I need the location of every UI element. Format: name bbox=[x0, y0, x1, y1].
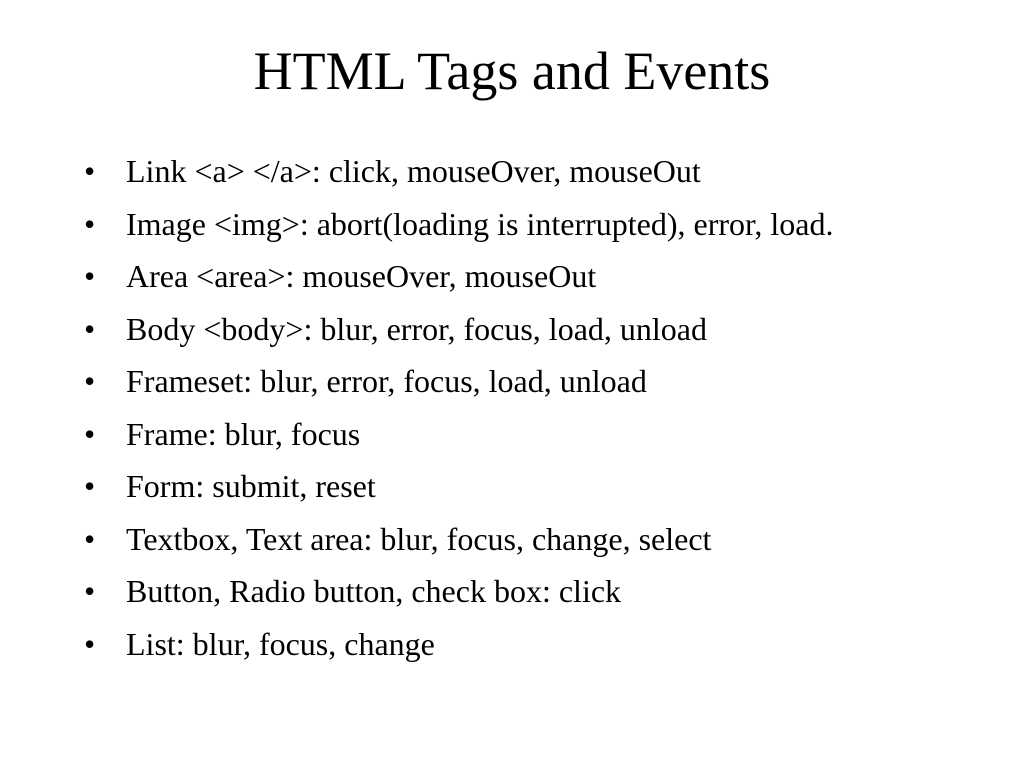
bullet-text: Frame: blur, focus bbox=[126, 415, 361, 452]
bullet-icon: • bbox=[84, 310, 96, 347]
bullet-icon: • bbox=[84, 573, 96, 609]
bullet-text: Frameset: blur, error, focus, load, unload bbox=[126, 363, 647, 399]
bullet-item-link bbox=[84, 150, 944, 193]
bullet-icon: • bbox=[84, 153, 96, 189]
bullet-text: Body <body>: blur, error, focus, load, unload bbox=[126, 310, 707, 347]
bullet-item-frameset bbox=[84, 360, 944, 403]
bullet-list bbox=[84, 150, 944, 675]
bullet-item-body bbox=[84, 308, 944, 351]
bullet-item-textbox bbox=[84, 518, 944, 561]
bullet-icon: • bbox=[84, 363, 96, 399]
bullet-icon: • bbox=[84, 258, 96, 294]
bullet-text: Button, Radio button, check box: click bbox=[126, 573, 622, 609]
bullet-icon: • bbox=[84, 205, 96, 242]
bullet-item-form bbox=[84, 465, 944, 508]
bullet-item-image bbox=[84, 203, 944, 246]
bullet-text: List: blur, focus, change bbox=[126, 625, 435, 662]
bullet-item-area bbox=[84, 255, 944, 298]
bullet-text: Image <img>: abort(loading is interrupted), error, load. bbox=[126, 205, 834, 242]
bullet-icon: • bbox=[84, 468, 96, 504]
bullet-icon: • bbox=[84, 520, 96, 557]
bullet-icon: • bbox=[84, 625, 96, 662]
bullet-text: Form: submit, reset bbox=[126, 468, 376, 504]
bullet-text: Textbox, Text area: blur, focus, change, select bbox=[126, 520, 712, 557]
bullet-item-frame bbox=[84, 413, 944, 456]
bullet-text: Link <a> </a>: click, mouseOver, mouseOut bbox=[126, 153, 701, 189]
bullet-text: Area <area>: mouseOver, mouseOut bbox=[126, 258, 597, 294]
bullet-icon: • bbox=[84, 415, 96, 452]
bullet-item-list bbox=[84, 623, 944, 666]
slide-title: HTML Tags and Events bbox=[253, 41, 771, 101]
bullet-item-button bbox=[84, 570, 944, 613]
